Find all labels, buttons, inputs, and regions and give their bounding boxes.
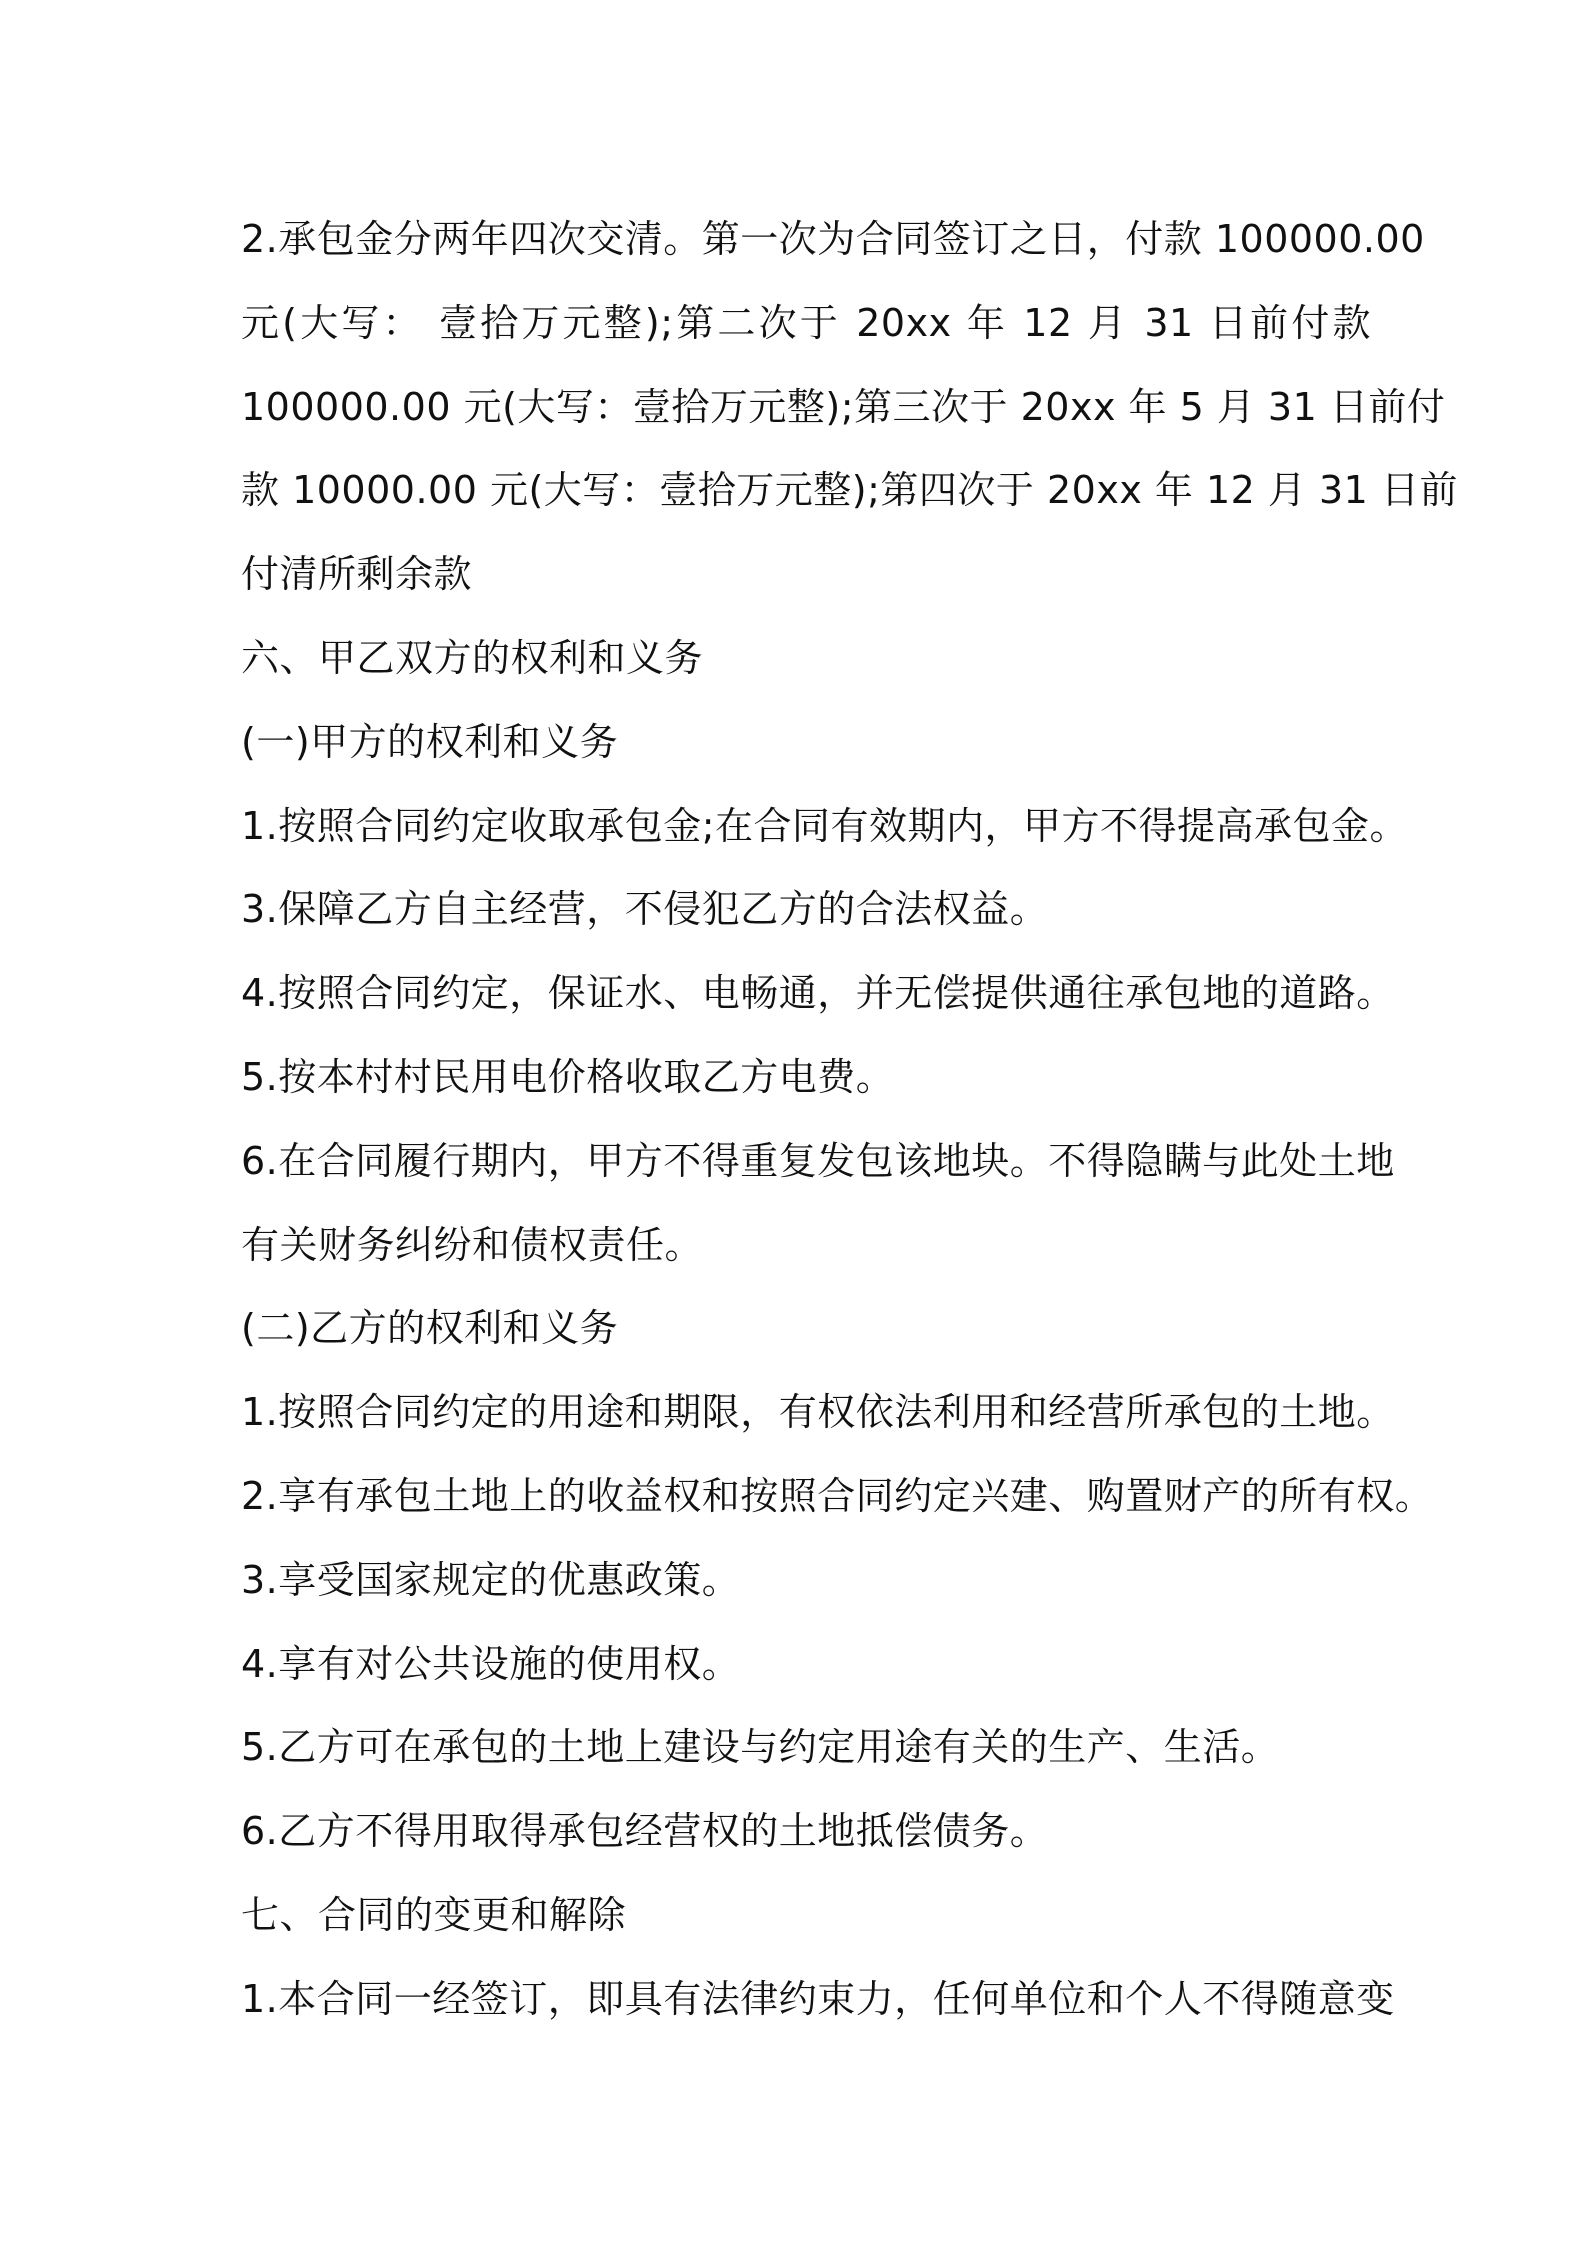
paragraph-line: 付清所剩余款	[241, 552, 473, 597]
paragraph-line: 元(大写： 壹拾万元整);第二次于 20xx 年 12 月 31 日前付款	[241, 300, 1371, 345]
list-item: 5.按本村村民用电价格收取乙方电费。	[241, 1054, 895, 1099]
section-heading: 七、合同的变更和解除	[241, 1892, 627, 1937]
list-item: 1.按照合同约定的用途和期限，有权依法利用和经营所承包的土地。	[241, 1390, 1395, 1435]
subsection-heading: (二)乙方的权利和义务	[241, 1306, 619, 1351]
list-item: 3.享受国家规定的优惠政策。	[241, 1557, 741, 1602]
list-item: 1.本合同一经签订，即具有法律约束力，任何单位和个人不得随意变	[241, 1976, 1395, 2021]
list-item: 4.按照合同约定，保证水、电畅通，并无偿提供通往承包地的道路。	[241, 971, 1395, 1016]
list-item: 6.在合同履行期内，甲方不得重复发包该地块。不得隐瞒与此处土地	[241, 1138, 1395, 1183]
list-item: 3.保障乙方自主经营，不侵犯乙方的合法权益。	[241, 887, 1049, 932]
list-item: 5.乙方可在承包的土地上建设与约定用途有关的生产、生活。	[241, 1725, 1280, 1770]
list-item: 4.享有对公共设施的使用权。	[241, 1641, 741, 1686]
paragraph-line: 款 10000.00 元(大写：壹拾万元整);第四次于 20xx 年 12 月 31 日前	[241, 468, 1458, 513]
list-item: 6.乙方不得用取得承包经营权的土地抵偿债务。	[241, 1809, 1049, 1854]
paragraph-line: 100000.00 元(大写：壹拾万元整);第三次于 20xx 年 5 月 31 日前付	[241, 384, 1446, 429]
list-item-continuation: 有关财务纠纷和债权责任。	[241, 1222, 704, 1267]
document-body	[241, 198, 1458, 2042]
subsection-heading: (一)甲方的权利和义务	[241, 719, 619, 764]
section-heading: 六、甲乙双方的权利和义务	[241, 635, 704, 680]
list-item: 1.按照合同约定收取承包金;在合同有效期内，甲方不得提高承包金。	[241, 803, 1409, 848]
paragraph-line: 2.承包金分两年四次交清。第一次为合同签订之日，付款 100000.00	[241, 217, 1425, 261]
list-item: 2.享有承包土地上的收益权和按照合同约定兴建、购置财产的所有权。	[241, 1473, 1434, 1518]
